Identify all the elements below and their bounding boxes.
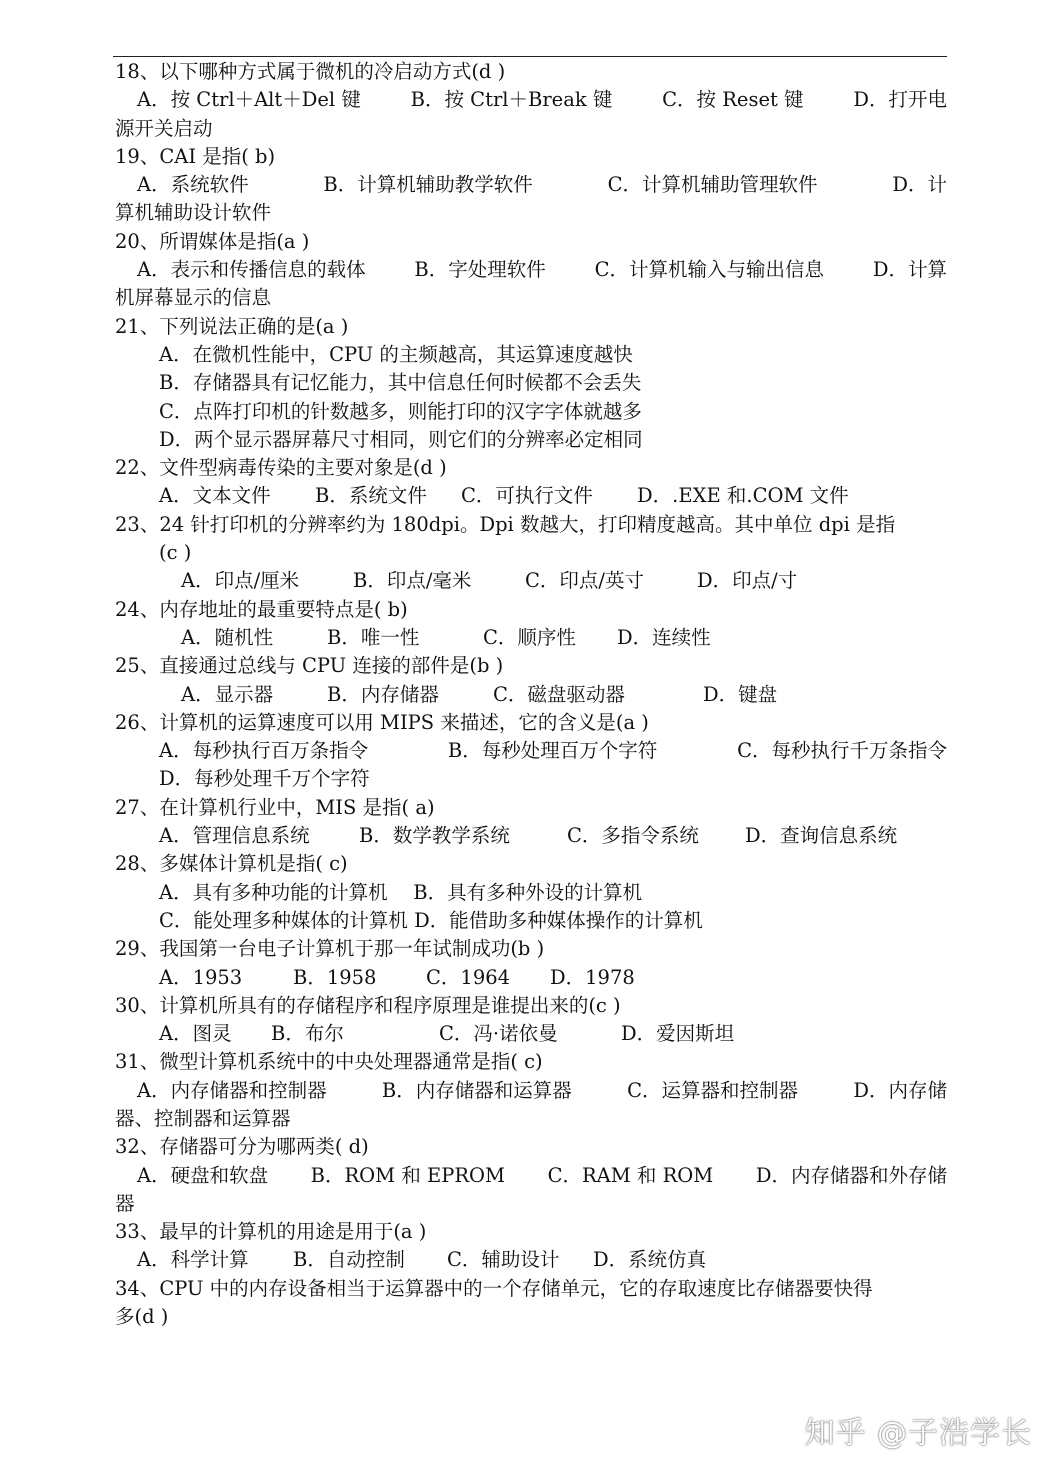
option-a: A．在微机性能中，CPU 的主频越高，其运算速度越快 (159, 342, 633, 366)
option-d: D．每秒处理千万个字符 (159, 767, 370, 791)
options-24 (115, 624, 947, 652)
option-c: C．点阵打印机的针数越多，则能打印的汉字字体就越多 (159, 399, 642, 423)
option-d: D．连续性 (617, 625, 711, 649)
question-23-answer: (c ) (159, 541, 192, 565)
zhihu-watermark: 知乎 @子浩学长 (804, 1416, 1032, 1451)
option-c: C．按 Reset 键 (662, 88, 804, 112)
option-continuation: 器、控制器和运算器 (115, 1106, 291, 1130)
option-d: D．计算 (872, 258, 947, 282)
option-a: A．印点/厘米 (181, 569, 300, 593)
option-continuation: 源开关启动 (115, 116, 213, 140)
question-25: 25、直接通过总线与 CPU 连接的部件是(b ) (115, 654, 504, 678)
option-d: D．内存储 (853, 1078, 947, 1102)
question-18: 18、以下哪种方式属于微机的冷启动方式(d ) (115, 60, 506, 83)
options-25 (115, 681, 947, 709)
options-26 (115, 737, 947, 765)
option-a: A．科学计算 (137, 1248, 249, 1272)
option-d: D．两个显示器屏幕尺寸相同，则它们的分辨率必定相同 (159, 427, 643, 451)
question-30: 30、计算机所具有的存储程序和程序原理是谁提出来的(c ) (115, 993, 621, 1017)
question-32: 32、存储器可分为哪两类( d) (115, 1135, 369, 1159)
option-a: A．每秒执行百万条指令 (159, 739, 369, 763)
option-c: C．多指令系统 (567, 824, 699, 848)
option-a: A．图灵 (159, 1022, 232, 1046)
options-31 (115, 1077, 947, 1105)
option-b: B．按 Ctrl＋Break 键 (410, 88, 613, 112)
option-c: C．可执行文件 (461, 484, 593, 508)
question-34: 34、CPU 中的内存设备相当于运算器中的一个存储单元，它的存取速度比存储器要快得 (115, 1276, 873, 1300)
question-list (115, 58, 947, 1331)
option-c: C．计算机辅助管理软件 (607, 173, 818, 197)
option-d: D．.EXE 和.COM 文件 (637, 484, 849, 508)
option-a: A．文本文件 (159, 484, 271, 508)
options-28-cd: C．能处理多种媒体的计算机 D．能借助多种媒体操作的计算机 (159, 908, 703, 932)
options-30 (115, 1020, 947, 1048)
option-c: C．辅助设计 (447, 1248, 560, 1272)
options-33 (115, 1246, 947, 1274)
question-21: 21、下列说法正确的是(a ) (115, 314, 349, 338)
option-b: B．1958 (293, 965, 377, 989)
option-a: A．表示和传播信息的载体 (137, 258, 366, 282)
question-27: 27、在计算机行业中，MIS 是指( a) (115, 795, 435, 819)
options-20 (115, 256, 947, 284)
question-22: 22、文件型病毒传染的主要对象是(d ) (115, 456, 447, 480)
option-c: C．顺序性 (483, 625, 576, 649)
option-b: B．唯一性 (327, 625, 420, 649)
option-c: C．计算机输入与输出信息 (594, 258, 825, 282)
option-c: C．RAM 和 ROM (547, 1163, 714, 1187)
question-26: 26、计算机的运算速度可以用 MIPS 来描述，它的含义是(a ) (115, 710, 649, 734)
option-continuation: 算机辅助设计软件 (115, 201, 272, 225)
option-c: C．冯·诺依曼 (439, 1022, 558, 1046)
option-a: A．管理信息系统 (159, 824, 310, 848)
options-19 (115, 171, 947, 199)
question-20: 20、所谓媒体是指(a ) (115, 229, 310, 253)
option-c: C．印点/英寸 (525, 569, 644, 593)
options-23 (115, 567, 947, 595)
option-a: A．硬盘和软盘 (137, 1163, 269, 1187)
option-b: B．内存储器 (327, 682, 439, 706)
option-b: B．系统文件 (315, 484, 427, 508)
option-b: B．计算机辅助教学软件 (323, 173, 533, 197)
option-b: B．自动控制 (293, 1248, 405, 1272)
question-28: 28、多媒体计算机是指( c) (115, 852, 348, 876)
option-continuation: 器 (115, 1191, 135, 1215)
question-33: 33、最早的计算机的用途是用于(a ) (115, 1220, 427, 1244)
question-23: 23、24 针打印机的分辨率约为 180dpi。Dpi 数越大，打印精度越高。其中单位 dpi 是指 (115, 512, 896, 536)
option-d: D．内存储器和外存储 (755, 1163, 947, 1187)
option-b: B．数学教学系统 (359, 824, 510, 848)
option-c: C．磁盘驱动器 (493, 682, 625, 706)
question-34-answer: 多(d ) (115, 1305, 169, 1329)
option-b: B．印点/毫米 (353, 569, 472, 593)
option-d: D．印点/寸 (697, 569, 798, 593)
option-c: C．1964 (426, 965, 511, 989)
options-22 (115, 482, 947, 510)
options-18 (115, 86, 947, 114)
option-d: D．打开电 (853, 88, 947, 112)
option-a: A．显示器 (181, 682, 274, 706)
option-c: C．运算器和控制器 (627, 1078, 799, 1102)
option-d: D．系统仿真 (593, 1248, 707, 1272)
option-d: D．爱因斯坦 (621, 1022, 735, 1046)
option-a: A．1953 (159, 965, 243, 989)
option-continuation: 机屏幕显示的信息 (115, 286, 272, 310)
options-27 (115, 822, 947, 850)
option-a: A．内存储器和控制器 (137, 1078, 327, 1102)
options-32 (115, 1162, 947, 1190)
question-19: 19、CAI 是指( b) (115, 144, 276, 168)
option-a: A．系统软件 (137, 173, 249, 197)
option-d: D．计 (892, 173, 947, 197)
question-29: 29、我国第一台电子计算机于那一年试制成功(b ) (115, 937, 545, 961)
options-28-ab: A．具有多种功能的计算机 B．具有多种外设的计算机 (159, 880, 643, 904)
option-b: B．字处理软件 (414, 258, 546, 282)
option-a: A．按 Ctrl＋Alt＋Del 键 (137, 88, 361, 112)
option-b: B．布尔 (271, 1022, 344, 1046)
option-b: B．ROM 和 EPROM (310, 1163, 506, 1187)
option-b: B．每秒处理百万个字符 (447, 739, 658, 763)
header-rule (113, 56, 947, 57)
option-b: B．内存储器和运算器 (381, 1078, 572, 1102)
question-31: 31、微型计算机系统中的中央处理器通常是指( c) (115, 1050, 543, 1074)
option-a: A．随机性 (181, 625, 274, 649)
option-c: C．每秒执行千万条指令 (737, 739, 947, 763)
option-b: B．存储器具有记忆能力，其中信息任何时候都不会丢失 (159, 371, 642, 395)
option-d: D．查询信息系统 (745, 824, 898, 848)
option-d: D．1978 (550, 965, 635, 989)
question-24: 24、内存地址的最重要特点是( b) (115, 597, 408, 621)
options-29 (115, 964, 947, 992)
option-d: D．键盘 (703, 682, 778, 706)
